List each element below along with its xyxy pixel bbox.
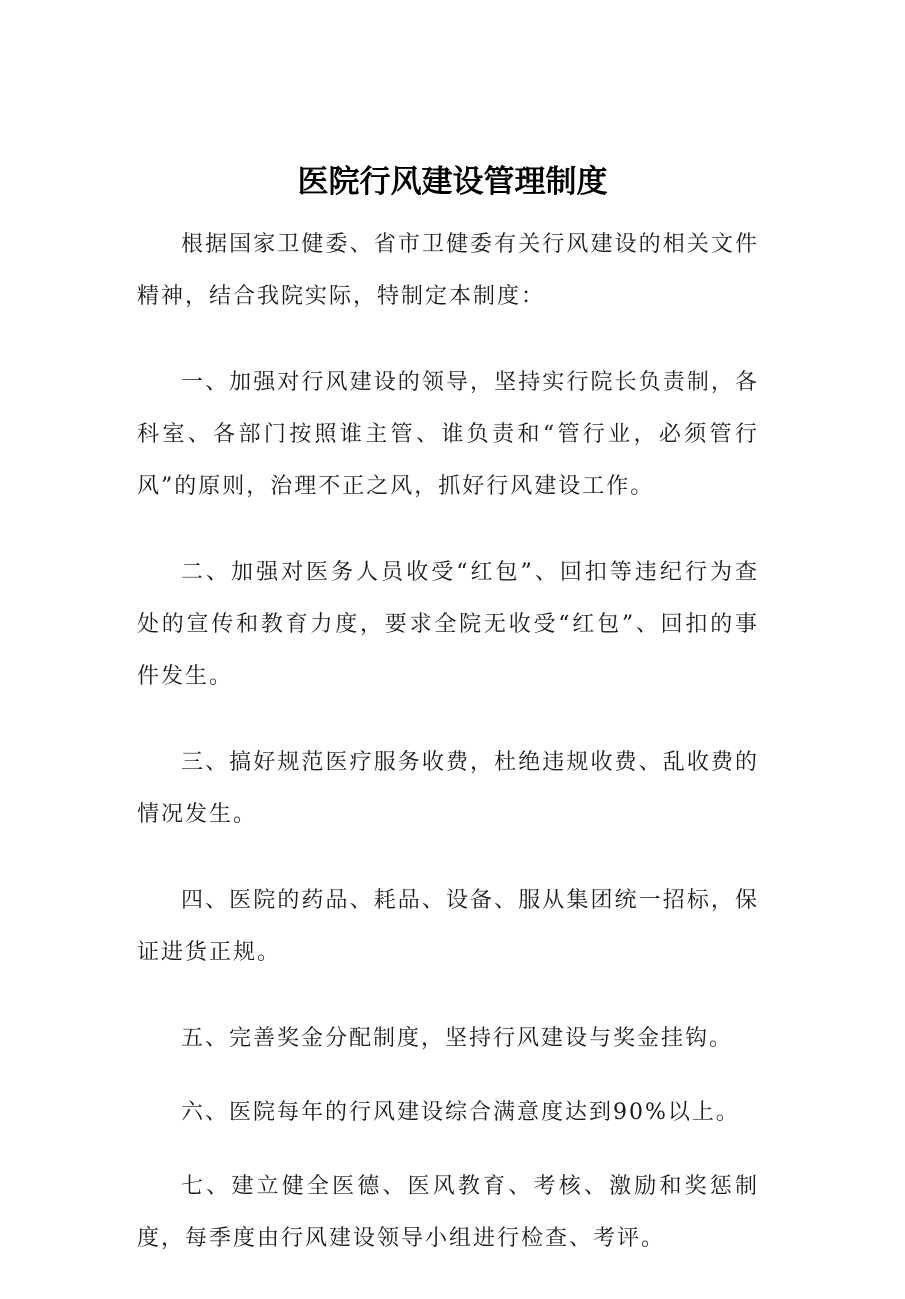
rule-paragraph-2: 二、加强对医务人员收受“红包”、回扣等违纪行为查处的宣传和教育力度，要求全院无收受“红包”、回扣的事件发生。 [137, 560, 759, 689]
rule-paragraph-6: 六、医院每年的行风建设综合满意度达到90%以上。 [181, 1100, 740, 1125]
rule-paragraph-7: 七、建立健全医德、医风教育、考核、激励和奖惩制度，每季度由行风建设领导小组进行检查、考评。 [137, 1174, 759, 1251]
rule-paragraph-3: 三、搞好规范医疗服务收费，杜绝违规收费、乱收费的情况发生。 [137, 750, 759, 827]
rule-paragraph-4: 四、医院的药品、耗品、设备、服从集团统一招标，保证进货正规。 [137, 888, 759, 965]
document-body [137, 219, 759, 1299]
intro-paragraph: 根据国家卫健委、省市卫健委有关行风建设的相关文件精神，结合我院实际，特制定本制度： [137, 232, 759, 309]
rule-paragraph-1: 一、加强对行风建设的领导，坚持实行院长负责制，各科室、各部门按照谁主管、谁负责和“管行业，必须管行风”的原则，治理不正之风，抓好行风建设工作。 [137, 370, 759, 499]
rule-paragraph-5: 五、完善奖金分配制度，坚持行风建设与奖金挂钩。 [181, 1026, 734, 1051]
document-title: 医院行风建设管理制度 [297, 163, 608, 200]
